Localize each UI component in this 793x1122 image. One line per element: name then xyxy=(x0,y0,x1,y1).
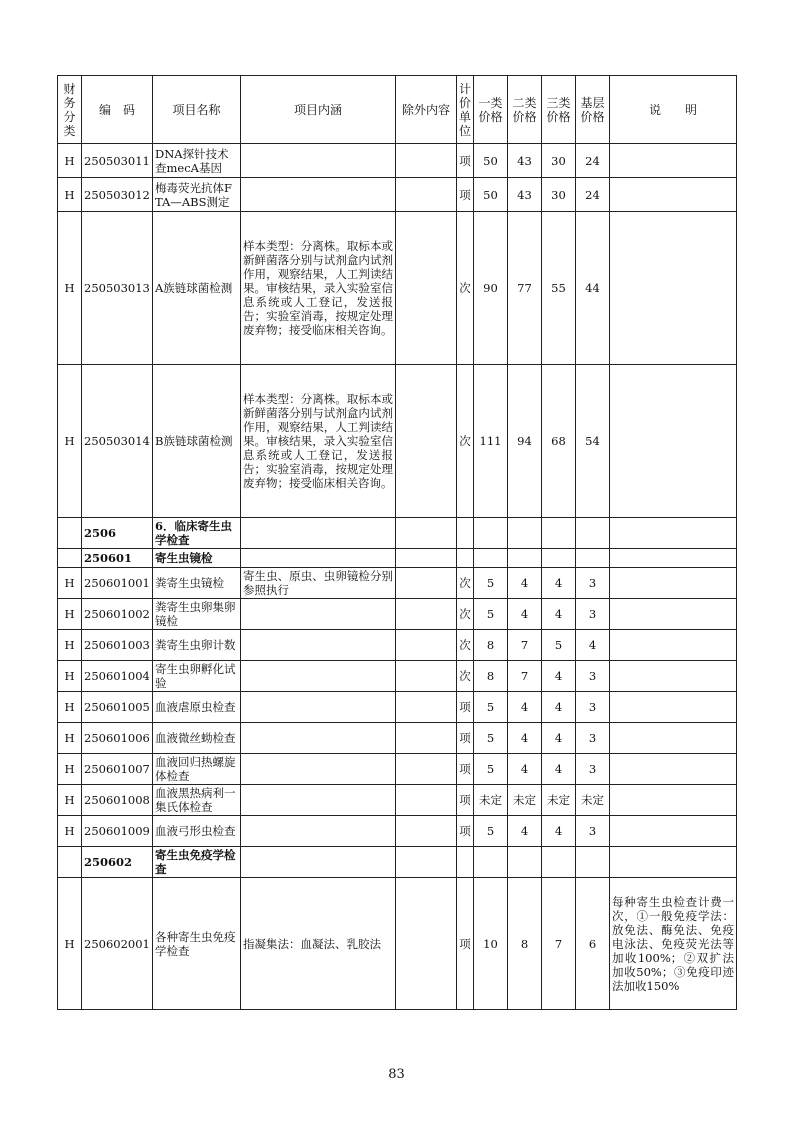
price-2-cell: 7 xyxy=(508,630,542,661)
table-row xyxy=(58,212,737,365)
note-cell xyxy=(610,754,737,785)
code-cell: 2506 xyxy=(82,518,153,549)
table-row xyxy=(58,144,737,178)
price-4-cell: 44 xyxy=(576,212,610,365)
header-row xyxy=(58,76,737,144)
category-cell xyxy=(58,518,82,549)
price-4-cell xyxy=(576,549,610,568)
category-cell: H xyxy=(58,661,82,692)
code-cell: 250503011 xyxy=(82,144,153,178)
content-cell: 样本类型：分离株。取标本或新鲜菌落分别与试剂盒内试剂作用，观察结果，人工判读结果。审核结果，录入实验室信息系统或人工登记，发送报告；实验室消毒，按规定处理废弃物；接受临床相关咨询。 xyxy=(241,212,396,365)
code-cell: 250601002 xyxy=(82,599,153,630)
price-2-cell: 未定 xyxy=(508,785,542,816)
category-cell: H xyxy=(58,785,82,816)
price-1-cell: 111 xyxy=(474,365,508,518)
price-4-cell: 3 xyxy=(576,754,610,785)
content-cell xyxy=(241,178,396,212)
price-1-cell: 5 xyxy=(474,723,508,754)
content-cell: 指凝集法：血凝法、乳胶法 xyxy=(241,878,396,1010)
price-2-cell: 4 xyxy=(508,723,542,754)
price-1-cell xyxy=(474,847,508,878)
content-cell xyxy=(241,661,396,692)
note-cell xyxy=(610,847,737,878)
note-cell xyxy=(610,723,737,754)
unit-cell xyxy=(457,518,474,549)
note-cell xyxy=(610,212,737,365)
unit-cell: 项 xyxy=(457,785,474,816)
unit-cell: 次 xyxy=(457,212,474,365)
table-row xyxy=(58,816,737,847)
section-row xyxy=(58,847,737,878)
content-cell: 寄生虫、原虫、虫卵镜检分别参照执行 xyxy=(241,568,396,599)
category-cell: H xyxy=(58,599,82,630)
category-cell: H xyxy=(58,365,82,518)
price-3-cell: 4 xyxy=(542,599,576,630)
exclusions-cell xyxy=(396,212,457,365)
price-1-cell: 50 xyxy=(474,178,508,212)
table-row xyxy=(58,723,737,754)
col-header-note: 说 明 xyxy=(610,76,737,144)
unit-cell: 项 xyxy=(457,816,474,847)
exclusions-cell xyxy=(396,878,457,1010)
name-cell: 血液黑热病利一集氏体检查 xyxy=(153,785,241,816)
category-cell: H xyxy=(58,144,82,178)
note-cell xyxy=(610,178,737,212)
unit-cell xyxy=(457,847,474,878)
code-cell: 250601008 xyxy=(82,785,153,816)
price-2-cell xyxy=(508,847,542,878)
exclusions-cell xyxy=(396,723,457,754)
price-3-cell: 未定 xyxy=(542,785,576,816)
price-1-cell: 5 xyxy=(474,599,508,630)
name-cell: 血液弓形虫检查 xyxy=(153,816,241,847)
name-cell: 血液微丝蚴检查 xyxy=(153,723,241,754)
note-cell xyxy=(610,661,737,692)
content-cell xyxy=(241,754,396,785)
unit-cell: 次 xyxy=(457,630,474,661)
unit-cell: 项 xyxy=(457,144,474,178)
col-header-category: 财务分类 xyxy=(58,76,82,144)
note-cell xyxy=(610,365,737,518)
table-row xyxy=(58,692,737,723)
price-4-cell xyxy=(576,847,610,878)
price-3-cell xyxy=(542,549,576,568)
name-cell: A族链球菌检测 xyxy=(153,212,241,365)
table-row xyxy=(58,599,737,630)
category-cell: H xyxy=(58,178,82,212)
content-cell: 样本类型：分离株。取标本或新鲜菌落分别与试剂盒内试剂作用，观察结果，人工判读结果。审核结果，录入实验室信息系统或人工登记，发送报告；实验室消毒，按规定处理废弃物；接受临床相关咨询。 xyxy=(241,365,396,518)
price-4-cell: 24 xyxy=(576,178,610,212)
code-cell: 250602001 xyxy=(82,878,153,1010)
price-3-cell: 4 xyxy=(542,568,576,599)
price-2-cell: 8 xyxy=(508,878,542,1010)
exclusions-cell xyxy=(396,518,457,549)
price-4-cell: 3 xyxy=(576,599,610,630)
price-4-cell: 24 xyxy=(576,144,610,178)
unit-cell: 项 xyxy=(457,723,474,754)
price-3-cell xyxy=(542,847,576,878)
category-cell xyxy=(58,847,82,878)
price-2-cell: 4 xyxy=(508,692,542,723)
price-3-cell: 4 xyxy=(542,754,576,785)
name-cell: 6．临床寄生虫学检查 xyxy=(153,518,241,549)
content-cell xyxy=(241,785,396,816)
category-cell: H xyxy=(58,754,82,785)
exclusions-cell xyxy=(396,630,457,661)
name-cell: 梅毒荧光抗体FTA—ABS测定 xyxy=(153,178,241,212)
note-cell xyxy=(610,568,737,599)
exclusions-cell xyxy=(396,599,457,630)
price-2-cell: 43 xyxy=(508,144,542,178)
code-cell: 250601007 xyxy=(82,754,153,785)
unit-cell: 次 xyxy=(457,599,474,630)
col-header-exclusions: 除外内容 xyxy=(396,76,457,144)
price-3-cell: 68 xyxy=(542,365,576,518)
note-cell: 每种寄生虫检查计费一次，①一般免疫学法：放免法、酶免法、免疫电泳法、免疫荧光法等加收100%；②双扩法加收50%；③免疫印迹法加收150% xyxy=(610,878,737,1010)
table-row xyxy=(58,568,737,599)
content-cell xyxy=(241,847,396,878)
section-row xyxy=(58,549,737,568)
price-2-cell xyxy=(508,549,542,568)
price-1-cell: 8 xyxy=(474,661,508,692)
note-cell xyxy=(610,549,737,568)
price-1-cell: 50 xyxy=(474,144,508,178)
table-row xyxy=(58,178,737,212)
exclusions-cell xyxy=(396,549,457,568)
category-cell: H xyxy=(58,816,82,847)
table-row xyxy=(58,785,737,816)
exclusions-cell xyxy=(396,692,457,723)
code-cell: 250503013 xyxy=(82,212,153,365)
code-cell: 250503012 xyxy=(82,178,153,212)
col-header-price-1: 一类价格 xyxy=(474,76,508,144)
price-4-cell xyxy=(576,518,610,549)
content-cell xyxy=(241,144,396,178)
name-cell: B族链球菌检测 xyxy=(153,365,241,518)
price-3-cell xyxy=(542,518,576,549)
note-cell xyxy=(610,785,737,816)
col-header-price-2: 二类价格 xyxy=(508,76,542,144)
price-2-cell xyxy=(508,518,542,549)
table-row xyxy=(58,365,737,518)
price-1-cell: 8 xyxy=(474,630,508,661)
price-1-cell xyxy=(474,518,508,549)
price-3-cell: 7 xyxy=(542,878,576,1010)
exclusions-cell xyxy=(396,178,457,212)
price-3-cell: 4 xyxy=(542,816,576,847)
note-cell xyxy=(610,816,737,847)
table-row xyxy=(58,878,737,1010)
name-cell: 粪寄生虫镜检 xyxy=(153,568,241,599)
price-2-cell: 4 xyxy=(508,754,542,785)
price-4-cell: 6 xyxy=(576,878,610,1010)
content-cell xyxy=(241,549,396,568)
price-4-cell: 4 xyxy=(576,630,610,661)
price-2-cell: 4 xyxy=(508,568,542,599)
category-cell: H xyxy=(58,630,82,661)
unit-cell: 项 xyxy=(457,178,474,212)
price-4-cell: 3 xyxy=(576,723,610,754)
category-cell xyxy=(58,549,82,568)
price-3-cell: 55 xyxy=(542,212,576,365)
exclusions-cell xyxy=(396,144,457,178)
price-1-cell: 90 xyxy=(474,212,508,365)
price-4-cell: 54 xyxy=(576,365,610,518)
price-3-cell: 5 xyxy=(542,630,576,661)
section-row xyxy=(58,518,737,549)
code-cell: 250601005 xyxy=(82,692,153,723)
col-header-price-4: 基层价格 xyxy=(576,76,610,144)
price-2-cell: 77 xyxy=(508,212,542,365)
category-cell: H xyxy=(58,568,82,599)
code-cell: 250601009 xyxy=(82,816,153,847)
note-cell xyxy=(610,692,737,723)
table-row xyxy=(58,754,737,785)
content-cell xyxy=(241,630,396,661)
table-row xyxy=(58,661,737,692)
table-row xyxy=(58,630,737,661)
note-cell xyxy=(610,518,737,549)
exclusions-cell xyxy=(396,754,457,785)
price-4-cell: 3 xyxy=(576,816,610,847)
price-1-cell xyxy=(474,549,508,568)
category-cell: H xyxy=(58,723,82,754)
price-4-cell: 3 xyxy=(576,661,610,692)
price-2-cell: 4 xyxy=(508,599,542,630)
unit-cell: 项 xyxy=(457,878,474,1010)
exclusions-cell xyxy=(396,816,457,847)
content-cell xyxy=(241,599,396,630)
name-cell: 寄生虫镜检 xyxy=(153,549,241,568)
price-1-cell: 5 xyxy=(474,754,508,785)
name-cell: 粪寄生虫卵计数 xyxy=(153,630,241,661)
code-cell: 250601006 xyxy=(82,723,153,754)
unit-cell xyxy=(457,549,474,568)
code-cell: 250503014 xyxy=(82,365,153,518)
name-cell: 各种寄生虫免疫学检查 xyxy=(153,878,241,1010)
col-header-content: 项目内涵 xyxy=(241,76,396,144)
exclusions-cell xyxy=(396,847,457,878)
unit-cell: 次 xyxy=(457,568,474,599)
category-cell: H xyxy=(58,212,82,365)
code-cell: 250601 xyxy=(82,549,153,568)
price-4-cell: 3 xyxy=(576,692,610,723)
code-cell: 250601003 xyxy=(82,630,153,661)
unit-cell: 次 xyxy=(457,365,474,518)
category-cell: H xyxy=(58,692,82,723)
price-1-cell: 5 xyxy=(474,692,508,723)
note-cell xyxy=(610,599,737,630)
name-cell: 血液回归热螺旋体检查 xyxy=(153,754,241,785)
note-cell xyxy=(610,144,737,178)
note-cell xyxy=(610,630,737,661)
exclusions-cell xyxy=(396,661,457,692)
price-3-cell: 4 xyxy=(542,723,576,754)
name-cell: 血液虐原虫检查 xyxy=(153,692,241,723)
unit-cell: 项 xyxy=(457,692,474,723)
code-cell: 250602 xyxy=(82,847,153,878)
content-cell xyxy=(241,692,396,723)
code-cell: 250601001 xyxy=(82,568,153,599)
price-2-cell: 7 xyxy=(508,661,542,692)
fee-table xyxy=(57,75,737,1010)
price-4-cell: 未定 xyxy=(576,785,610,816)
category-cell: H xyxy=(58,878,82,1010)
col-header-price-3: 三类价格 xyxy=(542,76,576,144)
price-3-cell: 30 xyxy=(542,178,576,212)
unit-cell: 次 xyxy=(457,661,474,692)
name-cell: 寄生虫卵孵化试验 xyxy=(153,661,241,692)
exclusions-cell xyxy=(396,785,457,816)
price-4-cell: 3 xyxy=(576,568,610,599)
code-cell: 250601004 xyxy=(82,661,153,692)
page-number: 83 xyxy=(388,1067,405,1082)
name-cell: 粪寄生虫卵集卵镜检 xyxy=(153,599,241,630)
col-header-name: 项目名称 xyxy=(153,76,241,144)
price-3-cell: 4 xyxy=(542,661,576,692)
price-2-cell: 94 xyxy=(508,365,542,518)
price-1-cell: 5 xyxy=(474,816,508,847)
price-2-cell: 43 xyxy=(508,178,542,212)
price-1-cell: 5 xyxy=(474,568,508,599)
content-cell xyxy=(241,723,396,754)
price-2-cell: 4 xyxy=(508,816,542,847)
price-1-cell: 未定 xyxy=(474,785,508,816)
name-cell: DNA探针技术查mecA基因 xyxy=(153,144,241,178)
col-header-code: 编 码 xyxy=(82,76,153,144)
col-header-unit: 计价单位 xyxy=(457,76,474,144)
price-3-cell: 30 xyxy=(542,144,576,178)
name-cell: 寄生虫免疫学检查 xyxy=(153,847,241,878)
price-3-cell: 4 xyxy=(542,692,576,723)
content-cell xyxy=(241,518,396,549)
price-1-cell: 10 xyxy=(474,878,508,1010)
content-cell xyxy=(241,816,396,847)
unit-cell: 项 xyxy=(457,754,474,785)
exclusions-cell xyxy=(396,568,457,599)
exclusions-cell xyxy=(396,365,457,518)
